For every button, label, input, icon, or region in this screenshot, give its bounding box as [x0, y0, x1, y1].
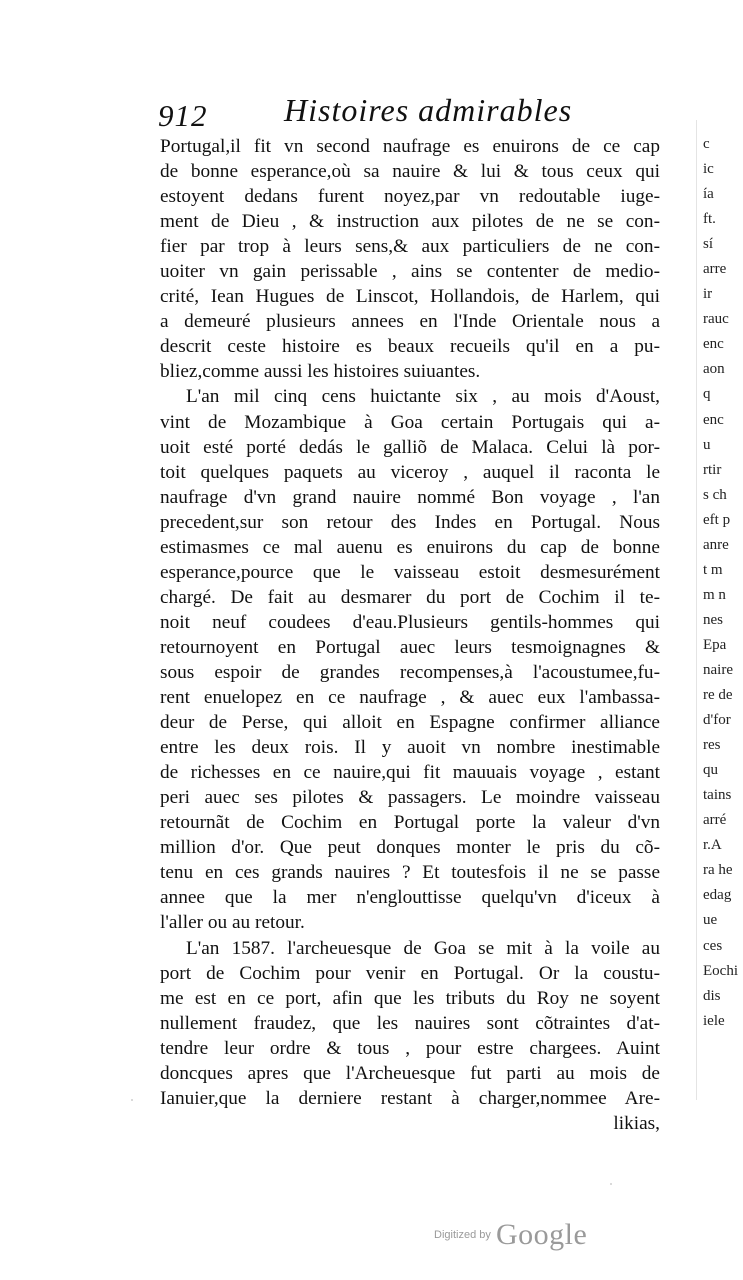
margin-fragment: s ch	[703, 486, 727, 503]
text-line: nullement fraudez, que les nauires sont cõtraintes d'at-	[160, 1012, 660, 1034]
margin-fragment: rauc	[703, 311, 729, 328]
text-line: deur de Perse, qui alloit en Espagne confirmer alliance	[160, 712, 660, 734]
margin-fragment: naire	[703, 661, 733, 678]
margin-fragment: c	[703, 136, 710, 152]
margin-fragment: d'for	[703, 712, 731, 729]
text-line: L'an mil cinq cens huictante six , au mois d'Aoust,	[186, 386, 660, 408]
facing-page-margin	[703, 132, 743, 1034]
text-line: bliez,comme aussi les histoires suiuantes.	[160, 361, 481, 383]
margin-fragment: ra he	[703, 862, 733, 879]
margin-fragment: rtir	[703, 461, 722, 478]
text-line: vint de Mozambique à Goa certain Portugais qui a-	[160, 411, 660, 433]
margin-fragment: ft.	[703, 211, 716, 228]
margin-fragment: iele	[703, 1012, 725, 1029]
text-line: annee que la mer n'englouttisse quelqu'vn d'iceux à	[160, 887, 660, 909]
text-line: tenu en ces grands nauires ? Et toutesfois il ne se passe	[160, 862, 660, 884]
margin-fragment: ic	[703, 161, 714, 178]
text-line: naufrage d'vn grand nauire nommé Bon voyage , l'an	[160, 486, 660, 508]
text-line: uoiter vn gain perissable , ains se contenter de medio-	[160, 261, 660, 283]
text-line: esperance,pource que le vaisseau estoit desmesurément	[160, 561, 660, 583]
text-line: de richesses en ce nauire,qui fit mauuais voyage , estant	[160, 762, 660, 784]
text-line: de bonne esperance,où sa nauire & lui & tous ceux qui	[160, 161, 660, 183]
paper-speck	[610, 1183, 612, 1185]
text-line: retournoyent en Portugal auec leurs tesmoignagnes &	[160, 636, 660, 658]
margin-fragment: dis	[703, 987, 721, 1004]
text-line: retournãt de Cochim en Portugal porte la valeur d'vn	[160, 812, 660, 834]
paper-speck	[131, 1099, 133, 1101]
margin-fragment: u	[703, 436, 711, 453]
text-line: estimasmes ce mal auenu es enuirons du cap de bonne	[160, 536, 660, 558]
text-line: chargé. De fait au desmarer du port de Cochim il te-	[160, 586, 660, 608]
text-line: L'an 1587. l'archeuesque de Goa se mit à la voile au	[186, 937, 660, 959]
running-title: Histoires admirables	[284, 92, 573, 128]
margin-fragment: m n	[703, 586, 726, 603]
body-text	[160, 134, 660, 1136]
text-line: peri auec ses pilotes & passagers. Le moindre vaisseau	[160, 787, 660, 809]
margin-fragment: ue	[703, 912, 718, 929]
text-line: sous espoir de grandes recompenses,à l'acoustumee,fu-	[160, 661, 660, 683]
margin-fragment: aon	[703, 361, 725, 378]
text-line: l'aller ou au retour.	[160, 912, 305, 934]
margin-fragment: qu	[703, 762, 718, 779]
text-line: estoyent dedans furent noyez,par vn redoutable iuge-	[160, 186, 660, 208]
margin-fragment: edag	[703, 887, 732, 904]
text-line: precedent,sur son retour des Indes en Portugal. Nous	[160, 511, 660, 533]
digitized-by-google-watermark	[434, 1218, 654, 1262]
text-line: entre les deux rois. Il y auoit vn nombre inestimable	[160, 737, 660, 759]
margin-fragment: res	[703, 737, 721, 754]
catchword: likias,	[613, 1112, 660, 1134]
margin-fragment: arré	[703, 812, 727, 829]
page-edge-shadow	[696, 120, 697, 1100]
margin-fragment: eft p	[703, 511, 731, 528]
margin-fragment: sí	[703, 236, 714, 253]
text-line: port de Cochim pour venir en Portugal. Or la coustu-	[160, 962, 660, 984]
text-line: doncques apres que l'Archeuesque fut parti au mois de	[160, 1062, 660, 1084]
page-number: 912	[158, 98, 208, 133]
watermark-prefix: Digitized by	[434, 1229, 491, 1241]
margin-fragment: ir	[703, 286, 713, 303]
margin-fragment: t m	[703, 561, 723, 578]
margin-fragment: nes	[703, 611, 723, 628]
margin-fragment: q	[703, 386, 711, 403]
text-line: Ianuier,que la derniere restant à charger,nommee Are-	[160, 1087, 660, 1109]
text-line: a demeuré plusieurs annees en l'Inde Orientale nous a	[160, 311, 660, 333]
text-line: tendre leur ordre & tous , pour estre chargees. Auint	[160, 1037, 660, 1059]
margin-fragment: r.A	[703, 837, 722, 854]
margin-fragment: enc	[703, 411, 724, 428]
text-line: descrit ceste histoire es beaux recueils qu'il en a pu-	[160, 336, 660, 358]
text-line: noit neuf coudees d'eau.Plusieurs gentils-hommes qui	[160, 611, 660, 633]
text-line: rent enuelopez en ce naufrage , & auec eux l'ambassa-	[160, 687, 660, 709]
margin-fragment: tains	[703, 787, 732, 804]
text-line: uoit esté porté dedás le galliõ de Malaca. Celui là por-	[160, 436, 660, 458]
text-line: million d'or. Que peut donques monter le pris du cõ-	[160, 837, 660, 859]
margin-fragment: arre	[703, 261, 727, 278]
text-line: toit quelques paquets au viceroy , auquel il raconta le	[160, 461, 660, 483]
margin-fragment: enc	[703, 336, 724, 353]
text-line: crité, Iean Hugues de Linscot, Hollandois, de Harlem, qui	[160, 286, 660, 308]
margin-fragment: Epa	[703, 636, 727, 653]
page-header	[158, 92, 658, 136]
google-logo: Google	[495, 1218, 588, 1251]
margin-fragment: anre	[703, 536, 729, 553]
text-line: me est en ce port, afin que les tributs du Roy ne soyent	[160, 987, 660, 1009]
text-line: ment de Dieu , & instruction aux pilotes de ne se con-	[160, 211, 660, 233]
margin-fragment: re de	[703, 687, 733, 704]
margin-fragment: ces	[703, 937, 723, 954]
text-line: Portugal,il fit vn second naufrage es enuirons de ce cap	[160, 136, 660, 157]
margin-fragment: Eochi	[703, 962, 738, 979]
text-line: fier par trop à leurs sens,& aux particuliers de ne con-	[160, 236, 660, 258]
margin-fragment: ía	[703, 186, 714, 203]
